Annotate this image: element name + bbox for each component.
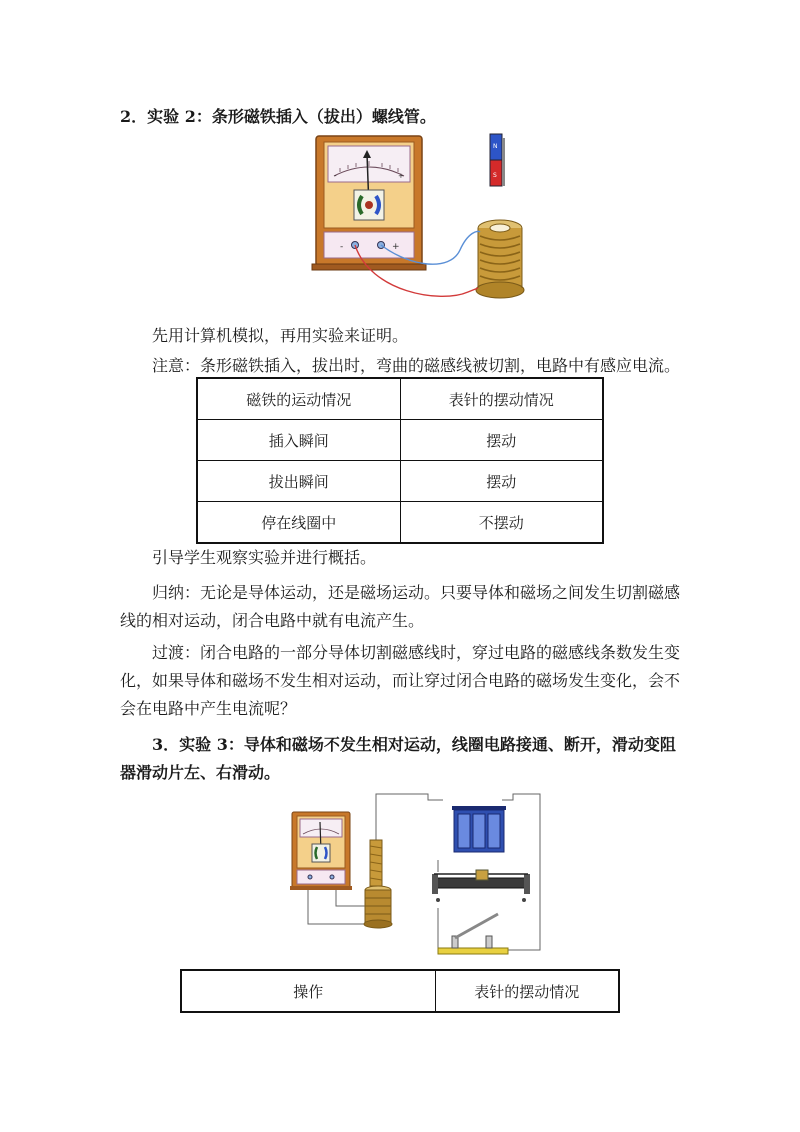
- table-cell: 不摆动: [400, 502, 603, 544]
- table-cell: 拔出瞬间: [197, 461, 400, 502]
- svg-text:-: -: [334, 172, 337, 180]
- guide-text: 引导学生观察实验并进行概括。: [152, 548, 377, 567]
- magnet-south-label: S: [493, 172, 497, 179]
- secondary-coil: [364, 886, 392, 928]
- primary-coil: [370, 840, 382, 886]
- section-3-heading: 3．实验 3：导体和磁场不发生相对运动，线圈电路接通、断开，滑动变阻器滑动片左、右滑动。: [120, 735, 676, 782]
- solenoid-coil: [476, 220, 524, 298]
- table-header-cell: 操作: [181, 970, 435, 1012]
- experiment-2-figure: [310, 132, 540, 312]
- experiment-3-figure: [288, 790, 553, 960]
- transition-text: 过渡：闭合电路的一部分导体切割磁感线时，穿过电路的磁感线条数发生变化，如果导体和磁场不发生相对运动，而让穿过闭合电路的磁场发生变化，会不会在电路中产生电流呢？: [120, 643, 681, 718]
- bar-magnet: [490, 134, 505, 186]
- table-header-cell: 磁铁的运动情况: [197, 378, 400, 420]
- table-header-row: [181, 970, 619, 1012]
- intro-text: 先用计算机模拟，再用实验来证明。: [152, 326, 409, 345]
- summary-text: 归纳：无论是导体运动，还是磁场运动。只要导体和磁场之间发生切割磁感线的相对运动，闭合电路中就有电流产生。: [120, 583, 681, 630]
- experiment-3-table: [180, 969, 620, 1013]
- rheostat: [432, 870, 530, 902]
- terminal-minus-label: -: [340, 242, 344, 252]
- galvanometer: [312, 136, 426, 270]
- slider-handle: [476, 870, 488, 880]
- galvanometer: [290, 812, 352, 890]
- table-cell: 插入瞬间: [197, 420, 400, 461]
- table-row: [197, 502, 603, 544]
- table-row: [197, 420, 603, 461]
- table-cell: 摆动: [400, 461, 603, 502]
- battery-pack: [452, 806, 506, 852]
- table-header-cell: 表针的摆动情况: [400, 378, 603, 420]
- experiment-2-table: [196, 377, 604, 544]
- table-cell: 停在线圈中: [197, 502, 400, 544]
- knife-switch: [438, 914, 508, 954]
- table-header-row: [197, 378, 603, 420]
- svg-text:+: +: [398, 172, 404, 180]
- section-2-heading: 2．实验 2：条形磁铁插入（拔出）螺线管。: [120, 107, 436, 126]
- table-row: [197, 461, 603, 502]
- table-header-cell: 表针的摆动情况: [435, 970, 619, 1012]
- note-text: 注意：条形磁铁插入，拔出时，弯曲的磁感线被切割，电路中有感应电流。: [152, 356, 681, 375]
- terminal-plus-label: +: [392, 242, 400, 252]
- table-cell: 摆动: [400, 420, 603, 461]
- magnet-north-label: N: [493, 143, 498, 150]
